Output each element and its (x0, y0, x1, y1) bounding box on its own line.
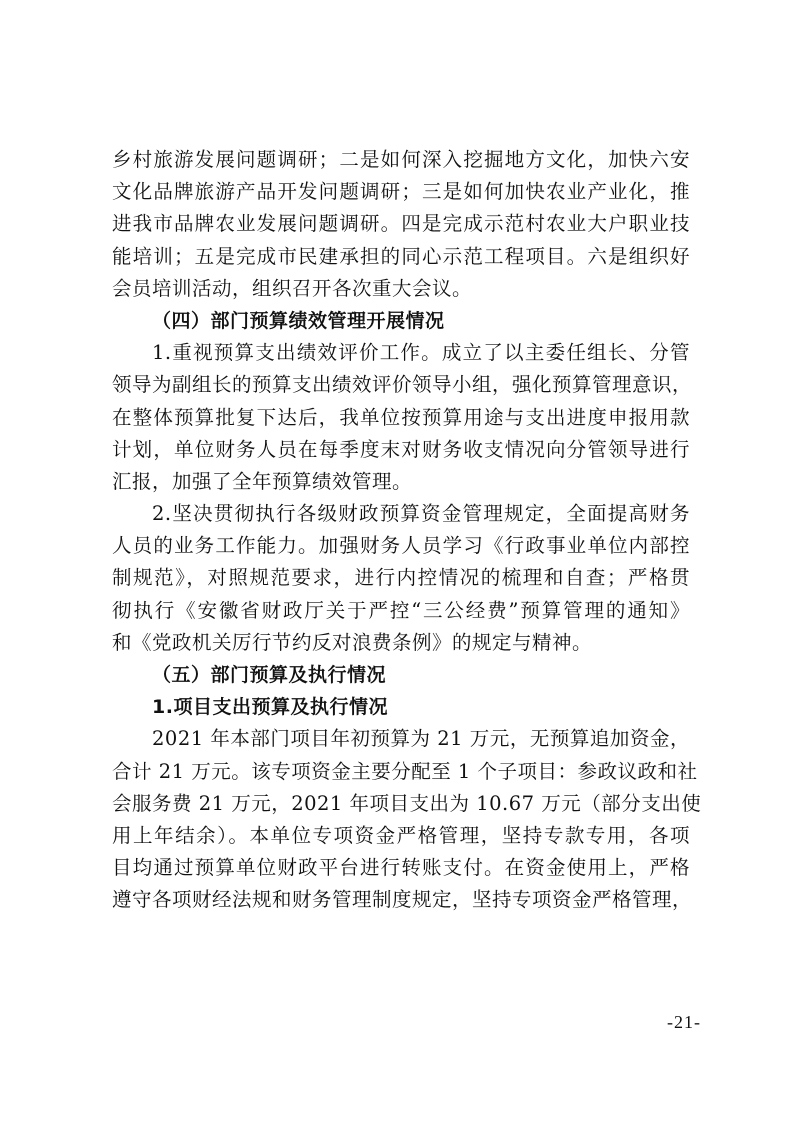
text-line: 用上年结余）。本单位专项资金严格管理，坚持专款专用，各项 (112, 823, 690, 847)
text-line: 合计 21 万元。该专项资金主要分配至 1 个子项目：参政议政和社 (112, 759, 698, 783)
text-line: 1.重视预算支出绩效评价工作。成立了以主委任组长、分管 (152, 341, 690, 365)
text-line: 制规范》，对照规范要求，进行内控情况的梳理和自查；严格贯 (112, 566, 690, 590)
text-line: （五）部门预算及执行情况 (152, 664, 387, 686)
text-line: 领导为副组长的预算支出绩效评价领导小组，强化预算管理意识， (112, 373, 693, 397)
text-line: 遵守各项财经法规和财务管理制度规定，坚持专项资金严格管理， (112, 888, 693, 912)
text-line: 会员培训活动，组织召开各次重大会议。 (112, 276, 473, 300)
text-line: （四）部门预算绩效管理开展情况 (152, 309, 445, 332)
text-line: 和《党政机关厉行节约反对浪费条例》的规定与精神。 (112, 630, 593, 654)
text-line: 乡村旅游发展问题调研；二是如何深入挖掘地方文化，加快六安 (112, 148, 690, 171)
text-line: 目均通过预算单位财政平台进行转账支付。在资金使用上，严格 (112, 856, 690, 880)
section-heading (112, 659, 690, 691)
text-line: 人员的业务工作能力。加强财务人员学习《行政事业单位内部控 (112, 534, 690, 558)
text-line: 1.项目支出预算及执行情况 (152, 696, 388, 719)
text-line: 在整体预算批复下达后，我单位按预算用途与支出进度申报用款 (112, 405, 690, 429)
paragraph (112, 723, 702, 916)
text-line: 计划，单位财务人员在每季度末对财务收支情况向分管领导进行 (112, 437, 690, 461)
page-number: -21- (667, 1012, 701, 1032)
paragraph (112, 337, 693, 498)
document-body (112, 144, 702, 917)
text-line: 汇报，加强了全年预算绩效管理。 (112, 469, 413, 493)
text-line: 进我市品牌农业发展问题调研。四是完成示范村农业大户职业技 (112, 212, 690, 236)
section-heading (112, 691, 690, 723)
paragraph (112, 144, 690, 305)
text-line: 文化品牌旅游产品开发问题调研；三是如何加快农业产业化，推 (112, 180, 690, 204)
text-line: 能培训；五是完成市民建承担的同心示范工程项目。六是组织好 (112, 244, 690, 268)
text-line: 2021 年本部门项目年初预算为 21 万元，无预算追加资金， (152, 727, 690, 751)
text-line: 会服务费 21 万元，2021 年项目支出为 10.67 万元（部分支出使 (112, 791, 702, 815)
section-heading (112, 305, 690, 337)
paragraph (112, 498, 690, 659)
text-line: 彻执行《安徽省财政厅关于严控“三公经费”预算管理的通知》 (112, 598, 690, 622)
text-line: 2.坚决贯彻执行各级财政预算资金管理规定，全面提高财务 (152, 502, 690, 526)
